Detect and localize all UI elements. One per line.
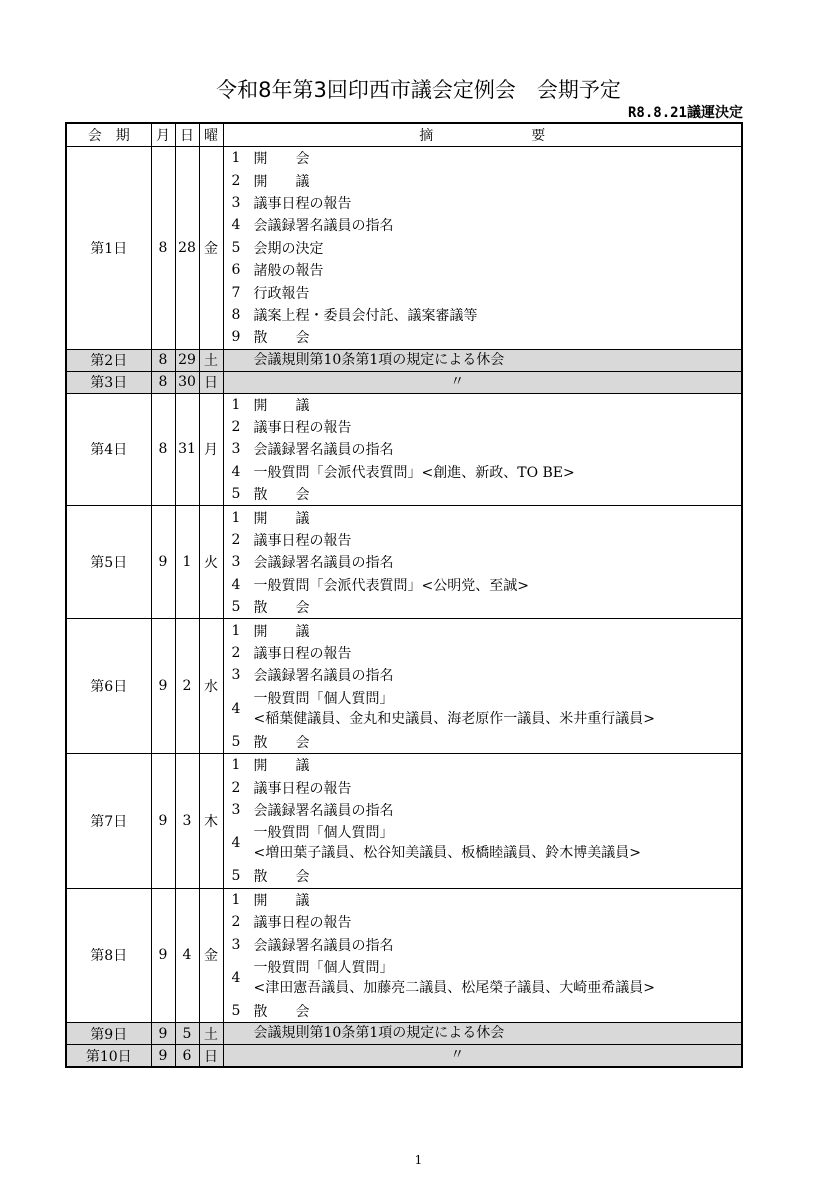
agenda-item	[224, 506, 742, 528]
weekday-cell: 木	[199, 753, 223, 888]
weekday-cell: 日	[199, 1045, 223, 1068]
header-day: 会 期	[66, 123, 151, 147]
document-title: 令和8年第3回印西市議会定例会 会期予定	[216, 78, 621, 102]
table-row	[66, 1023, 742, 1045]
agenda-item	[224, 438, 742, 460]
agenda-item	[224, 529, 742, 551]
summary-cell	[223, 888, 742, 1023]
agenda-item	[224, 596, 742, 618]
header-weekday: 曜	[199, 123, 223, 147]
table-row	[66, 619, 742, 754]
agenda-item-text: 会期の決定	[253, 240, 324, 257]
day-cell: 第7日	[66, 753, 151, 888]
agenda-item	[224, 821, 742, 865]
agenda-item-number: 3	[231, 194, 241, 211]
agenda-item-text: 一般質問「会派代表質問」<公明党、至誠>	[253, 577, 529, 594]
month-cell: 8	[151, 147, 175, 350]
agenda-item-text: 会議録署名議員の指名	[253, 442, 394, 459]
summary-cell	[223, 1023, 742, 1045]
agenda-item	[224, 304, 742, 326]
agenda-item	[224, 214, 742, 236]
agenda-item-text: 開 議	[253, 892, 310, 909]
recess-note: 会議規則第10条第1項の規定による休会	[253, 351, 505, 368]
agenda-item-text: 開 会	[253, 151, 310, 168]
agenda-item-number: 1	[231, 396, 241, 413]
agenda-item	[224, 147, 742, 169]
session-schedule-table	[65, 122, 743, 1068]
agenda-item-text: 議事日程の報告	[253, 780, 352, 797]
month-cell: 9	[151, 619, 175, 754]
agenda-item-number: 7	[231, 284, 241, 301]
table-header-row	[66, 123, 742, 147]
agenda-item-text: 開 議	[253, 510, 310, 527]
table-row	[66, 349, 742, 371]
agenda-item-number: 3	[231, 936, 241, 953]
date-cell: 30	[175, 371, 199, 393]
date-cell: 31	[175, 393, 199, 506]
recess-note: 〃	[450, 373, 465, 390]
recess-note: 会議規則第10条第1項の規定による休会	[253, 1025, 505, 1042]
summary-cell	[223, 619, 742, 754]
day-cell: 第9日	[66, 1023, 151, 1045]
agenda-item	[224, 731, 742, 753]
date-cell: 4	[175, 888, 199, 1023]
agenda-item-number: 3	[231, 441, 241, 458]
agenda-item	[224, 1000, 742, 1022]
agenda-item-number: 5	[231, 1002, 241, 1019]
weekday-cell: 金	[199, 888, 223, 1023]
agenda-item-text: 行政報告	[253, 285, 310, 302]
date-cell: 1	[175, 506, 199, 619]
agenda-item-number: 5	[231, 599, 241, 616]
agenda-item-number: 4	[231, 576, 241, 593]
decision-note: R8.8.21議運決定	[627, 105, 743, 121]
agenda-item-text: 開 議	[253, 173, 310, 190]
day-cell: 第10日	[66, 1045, 151, 1068]
agenda-item	[224, 574, 742, 596]
weekday-cell: 日	[199, 371, 223, 393]
agenda-item-number: 6	[231, 262, 241, 279]
agenda-item	[224, 865, 742, 887]
agenda-item	[224, 933, 742, 955]
month-cell: 9	[151, 1045, 175, 1068]
agenda-item-text: 議事日程の報告	[253, 420, 352, 437]
summary-cell	[223, 753, 742, 888]
date-cell: 6	[175, 1045, 199, 1068]
date-cell: 3	[175, 753, 199, 888]
month-cell: 8	[151, 349, 175, 371]
agenda-item-number: 2	[231, 914, 241, 931]
agenda-item-number: 8	[231, 306, 241, 323]
agenda-item-number: 5	[231, 868, 241, 885]
agenda-item-text: 議案上程・委員会付託、議案審議等	[253, 307, 478, 324]
agenda-item-text: 一般質問「個人質問」	[253, 959, 394, 976]
agenda-item	[224, 483, 742, 505]
agenda-item	[224, 799, 742, 821]
table-row	[66, 506, 742, 619]
agenda-item	[224, 416, 742, 438]
agenda-item-text: 一般質問「個人質問」	[253, 825, 394, 842]
agenda-item-number: 2	[231, 419, 241, 436]
agenda-item-text: 一般質問「個人質問」	[253, 690, 394, 707]
agenda-item-text: 一般質問「会派代表質問」<創進、新政、TO BE>	[253, 464, 575, 481]
agenda-item	[224, 281, 742, 303]
table-row	[66, 147, 742, 350]
date-cell: 5	[175, 1023, 199, 1045]
agenda-item-text: 議事日程の報告	[253, 533, 352, 550]
month-cell: 8	[151, 371, 175, 393]
agenda-item	[224, 326, 742, 348]
summary-cell	[223, 393, 742, 506]
agenda-item-number: 4	[231, 835, 241, 852]
agenda-item-text: 会議録署名議員の指名	[253, 218, 394, 235]
agenda-item-number: 1	[231, 150, 241, 167]
day-cell: 第4日	[66, 393, 151, 506]
agenda-item-number: 1	[231, 757, 241, 774]
agenda-item	[224, 664, 742, 686]
agenda-item-number: 2	[231, 779, 241, 796]
table-row	[66, 371, 742, 393]
agenda-item-number: 2	[231, 532, 241, 549]
agenda-item-number: 1	[231, 891, 241, 908]
day-cell: 第1日	[66, 147, 151, 350]
agenda-item	[224, 192, 742, 214]
summary-cell	[223, 349, 742, 371]
agenda-item-number: 9	[231, 329, 241, 346]
summary-cell	[223, 371, 742, 393]
weekday-cell: 水	[199, 619, 223, 754]
month-cell: 8	[151, 393, 175, 506]
agenda-item	[224, 551, 742, 573]
month-cell: 9	[151, 888, 175, 1023]
agenda-item-number: 5	[231, 733, 241, 750]
date-cell: 28	[175, 147, 199, 350]
weekday-cell: 月	[199, 393, 223, 506]
agenda-item-number: 2	[231, 645, 241, 661]
agenda-item-text: 散 会	[253, 600, 310, 617]
agenda-item-number: 4	[231, 217, 241, 234]
summary-cell	[223, 506, 742, 619]
agenda-item-text: 諸般の報告	[253, 263, 324, 280]
agenda-item-text: 議事日程の報告	[253, 646, 352, 662]
agenda-item-text: 会議録署名議員の指名	[253, 668, 394, 685]
summary-cell	[223, 1045, 742, 1068]
agenda-item	[224, 754, 742, 776]
weekday-cell: 火	[199, 506, 223, 619]
day-cell: 第5日	[66, 506, 151, 619]
agenda-item-members: <増田葉子議員、松谷知美議員、板橋睦議員、鈴木博美議員>	[253, 845, 641, 862]
agenda-item-number: 5	[231, 239, 241, 256]
agenda-item-number: 2	[231, 172, 241, 189]
agenda-item-text: 散 会	[253, 1003, 310, 1020]
agenda-item-number: 5	[231, 486, 241, 503]
day-cell: 第2日	[66, 349, 151, 371]
page-number: 1	[414, 1153, 423, 1167]
recess-note: 〃	[450, 1047, 465, 1064]
agenda-item	[224, 259, 742, 281]
header-summary: 摘 要	[223, 123, 742, 147]
weekday-cell: 金	[199, 147, 223, 350]
agenda-item	[224, 394, 742, 416]
agenda-item	[224, 889, 742, 911]
date-cell: 29	[175, 349, 199, 371]
summary-cell	[223, 147, 742, 350]
agenda-item-text: 会議録署名議員の指名	[253, 802, 394, 819]
agenda-item-number: 4	[231, 463, 241, 480]
table-row	[66, 888, 742, 1023]
agenda-item-text: 開 議	[253, 758, 310, 775]
agenda-item-number: 3	[231, 801, 241, 818]
agenda-item-number: 1	[231, 509, 241, 526]
agenda-item	[224, 237, 742, 259]
agenda-item	[224, 687, 742, 731]
weekday-cell: 土	[199, 1023, 223, 1045]
agenda-item	[224, 956, 742, 1000]
agenda-item	[224, 619, 742, 641]
agenda-item-members: <稲葉健議員、金丸和史議員、海老原作一議員、米井重行議員>	[253, 710, 655, 727]
agenda-item-text: 散 会	[253, 330, 310, 347]
agenda-item-number: 4	[231, 969, 241, 986]
agenda-item-text: 散 会	[253, 734, 310, 751]
month-cell: 9	[151, 506, 175, 619]
date-cell: 2	[175, 619, 199, 754]
month-cell: 9	[151, 1023, 175, 1045]
agenda-item-text: 議事日程の報告	[253, 195, 352, 212]
weekday-cell: 土	[199, 349, 223, 371]
agenda-item	[224, 776, 742, 798]
agenda-item-text: 開 議	[253, 397, 310, 414]
header-date: 日	[175, 123, 199, 147]
agenda-item-members: <津田憲吾議員、加藤亮二議員、松尾榮子議員、大崎亜希議員>	[253, 979, 655, 996]
agenda-item-number: 1	[231, 622, 241, 639]
agenda-item	[224, 911, 742, 933]
agenda-item-text: 会議録署名議員の指名	[253, 555, 394, 572]
header-month: 月	[151, 123, 175, 147]
day-cell: 第8日	[66, 888, 151, 1023]
table-row	[66, 393, 742, 506]
table-row	[66, 753, 742, 888]
month-cell: 9	[151, 753, 175, 888]
agenda-item-text: 散 会	[253, 487, 310, 504]
agenda-item	[224, 461, 742, 483]
agenda-item-text: 会議録署名議員の指名	[253, 937, 394, 954]
agenda-item	[224, 642, 742, 664]
agenda-item-text: 散 会	[253, 869, 310, 886]
table-row	[66, 1045, 742, 1068]
day-cell: 第3日	[66, 371, 151, 393]
agenda-item-number: 4	[231, 700, 241, 717]
day-cell: 第6日	[66, 619, 151, 754]
agenda-item	[224, 169, 742, 191]
agenda-item-text: 開 議	[253, 623, 310, 640]
agenda-item-text: 議事日程の報告	[253, 915, 352, 932]
agenda-item-number: 3	[231, 554, 241, 571]
agenda-item-number: 3	[231, 667, 241, 684]
